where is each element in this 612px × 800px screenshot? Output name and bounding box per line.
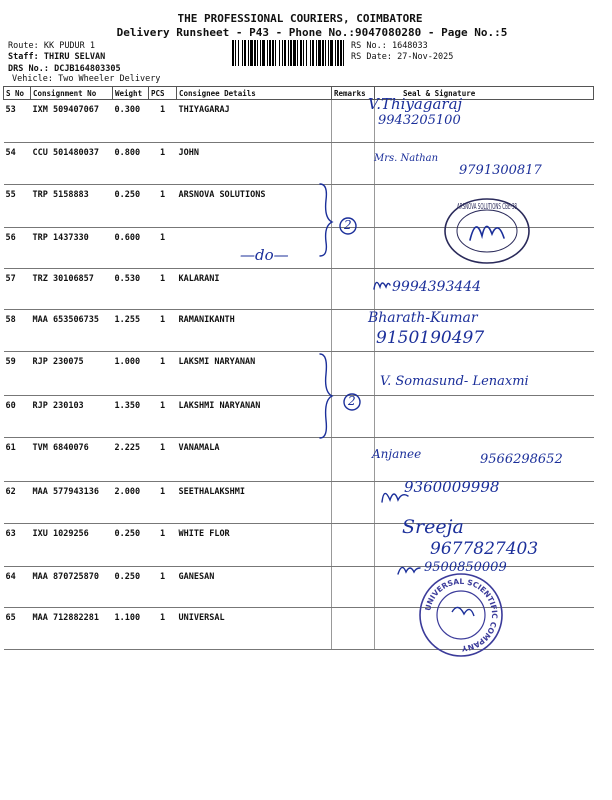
barcode-bar	[267, 40, 268, 66]
signature-row-58: Bharath-Kumar	[368, 310, 478, 326]
signature-row-53: V.Thiyagaraj	[368, 95, 463, 113]
row-pcs: 1	[149, 185, 177, 228]
row-remarks	[332, 143, 375, 185]
barcode-bar	[257, 40, 258, 66]
barcode-bar	[325, 40, 326, 66]
row-sno: 65	[4, 608, 31, 650]
row-consignment-no: MAA 870725870	[31, 567, 113, 608]
barcode-bar	[282, 40, 283, 66]
row-weight: 0.530	[113, 269, 149, 310]
barcode-bar	[310, 40, 311, 66]
row-sno: 57	[4, 269, 31, 310]
barcode-bar	[238, 40, 239, 66]
rs-date-line	[351, 52, 453, 62]
table-row	[4, 310, 594, 352]
barcode-bar	[312, 40, 314, 66]
phone-row-54: 9791300817	[459, 163, 542, 178]
barcode-bar	[272, 40, 274, 66]
barcode-bar	[232, 40, 234, 66]
barcode-bar	[288, 40, 289, 66]
row-consignment-no: TRZ 30106857	[31, 269, 113, 310]
row-consignment-no: TRP 1437330	[31, 228, 113, 269]
barcode-bar	[303, 40, 304, 66]
row-consignment-no: CCU 501480037	[31, 143, 113, 185]
svg-text:UNIVERSAL SCIENTIFIC COMPANY	[423, 577, 499, 653]
col-header-pcs: PCS	[149, 87, 177, 100]
ditto-mark-row-56: —do—	[240, 246, 289, 264]
barcode-bar	[275, 40, 276, 66]
row-consignee: ARSNOVA SOLUTIONS	[177, 185, 332, 228]
row-weight: 2.000	[113, 482, 149, 524]
drs-line	[8, 64, 121, 74]
vehicle-label: Vehicle:	[12, 74, 53, 84]
barcode-bar	[300, 40, 302, 66]
row-consignment-no: MAA 712882281	[31, 608, 113, 650]
table-row	[4, 100, 594, 143]
row-consignee: VANAMALA	[177, 438, 332, 482]
row-weight: 2.225	[113, 438, 149, 482]
barcode-bar	[248, 40, 249, 66]
route-value: KK PUDUR 1	[43, 41, 96, 51]
row-consignment-no: IXM 509407067	[31, 100, 113, 143]
row-sno: 56	[4, 228, 31, 269]
row-pcs: 1	[149, 438, 177, 482]
staff-label: Staff:	[8, 52, 39, 62]
barcode-bar	[260, 40, 261, 66]
vehicle-value: Two Wheeler Delivery	[58, 74, 161, 84]
table-header-row	[4, 87, 594, 100]
row-consignee: GANESAN	[177, 567, 332, 608]
barcode-bar	[318, 40, 321, 66]
row-consignee: SEETHALAKSHMI	[177, 482, 332, 524]
signature-row-63: Sreeja	[402, 516, 464, 538]
col-header-consignee: Consignee Details	[177, 87, 332, 100]
row-weight: 0.800	[113, 143, 149, 185]
col-header-consignment: Consignment No	[31, 87, 113, 100]
row-consignment-no: TVM 6840076	[31, 438, 113, 482]
table-row	[4, 396, 594, 438]
phone-row-64: 9500850009	[424, 560, 507, 575]
route-label: Route:	[8, 41, 39, 51]
row-weight: 0.250	[113, 567, 149, 608]
barcode-bar	[254, 40, 256, 66]
barcode-bar	[290, 40, 292, 66]
phone-row-53: 9943205100	[378, 113, 461, 128]
drs-value: DCJB164803305	[54, 64, 121, 74]
sheet-title: THE PROFESSIONAL COURIERS, COIMBATORE	[177, 12, 423, 25]
barcode-bar	[250, 40, 253, 66]
rs-number-line	[351, 41, 428, 51]
row-consignee: LAKSMI NARYANAN	[177, 352, 332, 396]
row-consignment-no: MAA 577943136	[31, 482, 113, 524]
row-weight: 1.350	[113, 396, 149, 438]
row-sno: 55	[4, 185, 31, 228]
phone-row-62: 9360009998	[404, 478, 500, 496]
barcode-bar	[330, 40, 333, 66]
row-pcs: 1	[149, 310, 177, 352]
row-sno: 53	[4, 100, 31, 143]
barcode-bar	[262, 40, 265, 66]
row-pcs: 1	[149, 396, 177, 438]
row-consignee: UNIVERSAL	[177, 608, 332, 650]
vehicle-line	[12, 74, 160, 84]
barcode-bar	[244, 40, 246, 66]
sheet-subtitle: Delivery Runsheet - P43 - Phone No.:9047080280 - Page No.:5	[116, 26, 508, 39]
col-header-sno: S No	[4, 87, 31, 100]
barcode-bar	[293, 40, 296, 66]
row-consignee: WHITE FLOR	[177, 524, 332, 567]
row-sno: 64	[4, 567, 31, 608]
row-weight: 1.000	[113, 352, 149, 396]
group-count-b: 2	[348, 394, 356, 408]
row-sno: 61	[4, 438, 31, 482]
rs-number-value: 1648033	[391, 41, 428, 51]
row-remarks	[332, 608, 375, 650]
row-signature	[375, 396, 594, 438]
barcode-bar	[328, 40, 329, 66]
row-remarks	[332, 482, 375, 524]
staff-line	[8, 52, 105, 62]
col-header-remarks: Remarks	[332, 87, 375, 100]
row-remarks	[332, 567, 375, 608]
table-row	[4, 608, 594, 650]
barcode-image	[232, 40, 344, 66]
arsnova-stamp-text: ARSNOVA SOLUTIONS CBE-38	[457, 202, 517, 211]
row-weight: 0.250	[113, 185, 149, 228]
table-row	[4, 269, 594, 310]
row-consignment-no: RJP 230075	[31, 352, 113, 396]
barcode-bar	[343, 40, 344, 66]
row-consignment-no: TRP 5158883	[31, 185, 113, 228]
row-remarks	[332, 269, 375, 310]
barcode-bar	[242, 40, 243, 66]
table-row	[4, 482, 594, 524]
row-consignee: LAKSHMI NARYANAN	[177, 396, 332, 438]
row-pcs: 1	[149, 608, 177, 650]
route-line	[8, 41, 95, 51]
row-sno: 54	[4, 143, 31, 185]
row-sno: 58	[4, 310, 31, 352]
row-weight: 0.250	[113, 524, 149, 567]
signature-row-61: Anjanee	[372, 447, 422, 461]
phone-row-57: 9994393444	[392, 279, 482, 295]
signature-row-54: Mrs. Nathan	[374, 153, 439, 164]
row-pcs: 1	[149, 228, 177, 269]
row-sno: 59	[4, 352, 31, 396]
barcode-bar	[235, 40, 236, 66]
row-remarks	[332, 524, 375, 567]
barcode-bar	[279, 40, 280, 66]
row-sno: 60	[4, 396, 31, 438]
barcode-bar	[322, 40, 324, 66]
row-consignment-no: IXU 1029256	[31, 524, 113, 567]
signature-row-59: V. Somasund- Lenaxmi	[380, 374, 529, 389]
rs-number-label: RS No.:	[351, 41, 387, 51]
row-pcs: 1	[149, 352, 177, 396]
row-consignment-no: RJP 230103	[31, 396, 113, 438]
barcode-bar	[284, 40, 286, 66]
universal-scientific-stamp	[418, 572, 504, 658]
row-pcs: 1	[149, 524, 177, 567]
barcode-bar	[316, 40, 317, 66]
row-consignment-no: MAA 653506735	[31, 310, 113, 352]
signature-mark-row-57	[372, 275, 392, 293]
staff-value: THIRU SELVAN	[43, 52, 106, 62]
barcode-bar	[335, 40, 336, 66]
row-consignee: JOHN	[177, 143, 332, 185]
row-consignee: RAMANIKANTH	[177, 310, 332, 352]
row-pcs: 1	[149, 269, 177, 310]
arsnova-stamp	[442, 196, 532, 266]
barcode-bar	[269, 40, 271, 66]
row-pcs: 1	[149, 482, 177, 524]
row-consignee: THIYAGARAJ	[177, 100, 332, 143]
phone-row-61: 9566298652	[480, 452, 563, 467]
phone-row-58: 9150190497	[376, 328, 485, 348]
universal-stamp-text: UNIVERSAL SCIENTIFIC COMPANY	[423, 576, 500, 654]
row-sno: 62	[4, 482, 31, 524]
row-consignee: KALARANI	[177, 269, 332, 310]
barcode-bar	[297, 40, 298, 66]
barcode-bar	[337, 40, 339, 66]
group-count-a: 2	[344, 218, 352, 232]
row-pcs: 1	[149, 567, 177, 608]
row-weight: 0.600	[113, 228, 149, 269]
col-header-weight: Weight	[113, 87, 149, 100]
rs-date-value: 27-Nov-2025	[397, 52, 454, 62]
row-pcs: 1	[149, 143, 177, 185]
row-weight: 1.255	[113, 310, 149, 352]
barcode-bar	[340, 40, 342, 66]
row-sno: 63	[4, 524, 31, 567]
row-weight: 1.100	[113, 608, 149, 650]
row-pcs: 1	[149, 100, 177, 143]
col-header-signature: Seal & Signature	[375, 87, 594, 100]
row-remarks	[332, 438, 375, 482]
drs-label: DRS No.:	[8, 64, 49, 74]
phone-row-63: 9677827403	[430, 539, 539, 559]
row-weight: 0.300	[113, 100, 149, 143]
rs-date-label: RS Date:	[351, 52, 392, 62]
barcode-bar	[306, 40, 307, 66]
